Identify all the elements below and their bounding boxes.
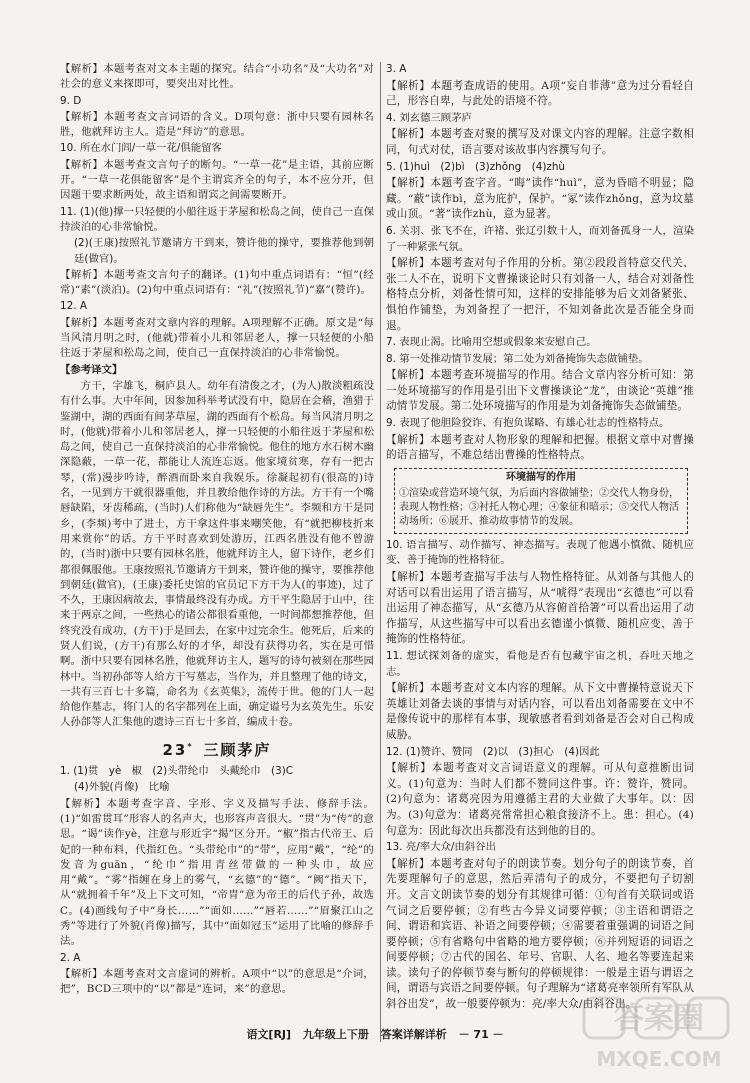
answer-item: 2. A — [60, 951, 81, 964]
tip-box-title: 环境描写的作用 — [506, 471, 576, 483]
left-column — [60, 62, 374, 999]
footer-page-number: － 71 － — [458, 1028, 504, 1041]
analysis-item: 【解析】本题考查文言词语的含义。D项句意：浙中只要有园林名胜，他就拜访主人。造是“拜访”的意思。 — [60, 110, 374, 139]
answer-item: 12. (1)赞许、赞同 (2)以 (3)担心 (4)因此 — [386, 745, 600, 758]
answer-item: 11. 想试探刘备的虚实，看他是否有包藏宇宙之机，吞吐天地之志。 — [386, 650, 694, 678]
answer-item: 9. 表现了他胆险狡诈、有抱负谋略、有雄心壮志的性格特点。 — [386, 417, 670, 430]
answer-item: 5. (1)huì (2)bì (3)zhǒng (4)zhù — [386, 160, 566, 173]
answer-item: 9. D — [60, 94, 82, 107]
answer-item: 12. A — [60, 300, 87, 313]
column-divider — [380, 62, 381, 1042]
analysis-item: 【解析】本题考查对文本内容的理解。从下文中曹操特意说天下英雄让刘备去谈的事情与对话内容，可以看出刘备需要在文中不是像传说中的那样有本事，现敏感者看到刘备是否会对自己构成威胁。 — [386, 682, 694, 741]
analysis-item: 【解析】本题考查成语的使用。A项“妄自菲薄”意为过分看轻自己，形容自卑，与此处的语境不符。 — [386, 79, 694, 108]
analysis-item: 【解析】本题考查对聚的撰写及对课文内容的理解。注意字数相同，句式对仗，语言要对该故事内容撰写句子。 — [386, 128, 694, 156]
analysis-item: 【解析】本题考查对人物形象的理解和把握。根据文章中对曹操的语言描写，不难总结出曹操的性格特点。 — [386, 433, 694, 462]
tip-box-line: ①渲染或营造环境气氛，为后面内容做铺垫；②交代人物身份，表现人物性格；③衬托人物心理；④象征和暗示；⑤交代人物活动场所；⑥展开、推动故事情节的发展。 — [399, 487, 679, 527]
section-number: 23 — [162, 740, 188, 759]
section-title — [60, 739, 374, 758]
answer-item: (2)(王康)按照礼节邀请方干到来，赞许他的操守，要推荐他到朝廷(做官)。 — [74, 237, 374, 265]
analysis-item: 【解析】本题考查对文本主题的探究。结合“小功名”及“大功名”对社会的意义来探即可，要突出对比性。 — [60, 63, 374, 91]
watermark-text-cn: 答案圈 — [614, 1001, 704, 1036]
watermark-logo — [578, 992, 740, 1078]
analysis-item: 【解析】本题考查对句子作用的分析。第②段段首特意交代关、张二人不在，说明下文曹操谈论时只有刘备一人，结合对刘备性格特点分析，刘备性情可知，这样的安排能够为后文刘备紧张、惧怕作铺垫，为刘备捏了一把汗，不知刘备此次是否能全身而退。 — [386, 257, 694, 332]
analysis-item: 【解析】本题考查对文言虚词的辨析。A项中“以”的意思是“介词，把”，BCD三项中的“以”都是“连词，来”的意思。 — [60, 967, 374, 996]
footer-grade: 九年级上下册 — [302, 1028, 369, 1041]
analysis-item: 【解析】本题考查环境描写的作用。结合文章内容分析可知：第一处环境描写的作用是引出下文曹操谈论“龙”，由谈论“英雄”推动情节发展。第二处环境描写的作用是为刘备掩饰失态做铺垫。 — [386, 369, 694, 413]
answer-item: 4. 刘玄德三顾茅庐 — [386, 111, 472, 124]
analysis-item: 【解析】本题考查字音、字形、字义及描写手法、修辞手法。(1)“如雷贯耳”形容人的名声大，也形容声音很大。“贯”为“传”的意思。“谒”读作yè，注意与形近字“揭”区分开。“椒”指古代帝王、后妃的一种布料，代指红色。“头带纶巾”的“带”，应用“戴”，“纶”的发音为guān，“纶巾”指用青丝带做的一种头巾，故应用“戴”。“雾”指缠在身上的雾气，“玄德”的“德”。“阙”指天下，从“就拥着千年”及上下文可知，“帝胄”意为帝王的后代子孙，故选C。(4)画线句子中“身长……”“面如……”“唇若……”“眉聚江山之秀”等进行了外貌(肖像)描写，其中“面如冠玉”运用了比喻的修辞手法。 — [60, 797, 374, 948]
analysis-item: 【解析】本题考查对文言词语意义的理解。可从句意推断出词义。(1)句意为：当时人们都不赞同这件事。许：赞许，赞同。(2)句意为：诸葛亮因为用遵循主君的大业做了大事年。以：因为。(3)句意为：诸葛亮常常担心粮食接济不上。患：担心。(4)句意为：因此每次出兵都没有达到他的目的。 — [386, 762, 694, 837]
analysis-item: 【解析】本题考查对文章内容的理解。A项理解不正确。原文是“每当风清月明之时，(他就)带着小儿和邻居老人，撑一只轻便的小船往返于茅屋和松岛之间，使自己一直保持淡泊的心非常愉悦。 — [60, 316, 374, 360]
answer-item: 10. 语言描写、动作描写、神态描写。表现了他遇小慎微、随机应变、善于掩饰的性格特征。 — [386, 538, 694, 567]
analysis-item: 【解析】本题考查对句子的朗读节奏。划分句子的朗读节奏，首先要理解句子的意思，然后弄清句子的成分，不要把句子切割开。文言文朗读节奏的划分有其规律可循：①句首有关联词或语气词之后要停顿；②有些古今异义词要停顿；③主语和谓语之间、谓语和宾语、补语之间要停顿；④需要着重强调的词语之间要停顿；⑤有省略句中省略的地方要停顿；⑥并列短语的词语之间要停顿；⑦古代的国名、年号、官职、人名、地名等要连起来读。读句子的停顿节奏与断句的停顿规律：一般是主语与谓语之间，谓语与宾语之间要停顿。句子理解为“诸葛亮率领所有军队从斜谷出发”，故一般要停顿为：亮/率大众/由斜谷出。 — [386, 857, 694, 1011]
right-column — [386, 62, 694, 1014]
section-name: 三顾茅庐 — [203, 740, 272, 759]
answer-item: 10. 所在水门闾/一草一花/俱能留客 — [60, 142, 222, 155]
answer-item: (4)外貌(肖像) 比喻 — [74, 781, 170, 794]
analysis-item: 【解析】本题考查描写手法与人物性格特征。从刘备与其他人的对话可以看出运用了语言描写，从“唬得”表现出“玄德也”可以看出运用了神态描写，从“玄德乃从容俯首拾箸”可以看出运用了动作描写，从这些描写中可以看出玄德谨小慎微、随机应变、善于掩饰的性格特征。 — [386, 571, 694, 646]
answer-item: 3. A — [386, 63, 407, 75]
answer-item: 13. 亮/率大众/由斜谷出 — [386, 841, 496, 854]
watermark-text-url: MXQE.COM — [596, 1047, 722, 1071]
tip-box — [394, 468, 688, 534]
footer-subject: 语文[RJ] — [246, 1028, 292, 1041]
answer-item: 6. 关羽、张飞不在，许褚、张辽引数十人，而刘备孤身一人，渲染了一种紧张气氛。 — [386, 224, 694, 253]
answer-item: 1. (1)贯 yè 椒 (2)头带纶巾 头戴纶巾 (3)C — [60, 765, 294, 778]
translation-paragraph: 方干，字雄飞，桐庐县人。幼年有清俊之才，(为人)散淡粗疏没有什么事。大中年间，因参加科举考试没有中，隐居在会稽，渔猎于鉴湖中，湖的西面有间茅草屋，湖的西面有个松岛。每当风清月明之时，(他就)带着小儿和邻居老人，撑一只轻便的小船往返于茅屋和松岛之间，使自己一直保持淡泊的心非常愉悦。他住的地方水石树木幽深隐蔽，一草一花，都能让人流连忘返。他家境贫寒，存有一把古琴，(常)漫步吟诗，醉酒而卧来自我娱乐。徐凝起初有(很高的)诗名，一见到方干就很器重他，并且教给他作诗的方法。方干有一个嘴唇缺陷，牙齿稀疏，(当时)人们称他为“缺唇先生”。李频和方干是同乡，(李频)考中了进士，方干拿这件事来嘲笑他，有“就把柳枝折来用来赏你”的话。方干平时喜欢到处游历，江西名胜没有他不曾游的，(当时)浙中只要有园林名胜，他就拜访主人，留下诗作，老乡们都很佩服他。王康按照礼节邀请方干到来，赞许他的操守，要推荐他到朝廷(做官)，(王康)委托史馆的官员记下方干为人(的事迹)，过了不久，王康因病故去，事情最终没有办成。方干平生隐居于山中，往来于两京之间，一些热心的诸公都很看重他，一时间都想推荐他，但终究没有成功，(方干)于是回去，在家中过完余生。他死后，后来的贤人们说，(方干)有那么好的才华，却没有获得功名，实在是可惜啊。浙中只要有园林名胜，他就拜访主人，题写的诗句被刻在那些园林中。当初孙郃等人给方干写墓志，当作为，并且整理了他的诗文，一共有三百七十多篇，命名为《玄英集》，流传于世。他的门人一起给他作墓志，将门人的名字都列在上面，确定谥号为玄英先生。乐安人孙郃等人汇集他的遗诗三百七十多首，编成十卷。 — [60, 379, 374, 729]
section-mark: * — [187, 741, 194, 751]
answer-item: 7. 表现止渴。比喻用空想或假象来安慰自己。 — [386, 336, 597, 349]
analysis-item: 【解析】本题考查文言句子的断句。“一草一花”是主语，其前应断开。“一草一花俱能留客”是个主谓宾齐全的句子，本不应分开，但因题干要求断两处，故主语和谓宾之间需要断开。 — [60, 158, 374, 202]
answer-item: 11. (1)(他)撑一只轻便的小船往返于茅屋和松岛之间，使自己一直保持淡泊的心非常愉悦。 — [60, 205, 374, 233]
reference-heading: 【参考译文】 — [60, 363, 123, 376]
analysis-item: 【解析】本题考查文言句子的翻译。(1)句中重点词语有：“恒”(经常)“素”(淡泊)。(2)句中重点词语有：“礼”(按照礼节)“嘉”(赞许)。 — [60, 268, 374, 297]
analysis-item: 【解析】本题考查字音。“晦”读作“huì”，意为昏暗不明显；隐藏。“蔽”读作bì，意为庇护，保护。“冢”读作zhǒng，意为坟墓或山顶。“著”读作zhù，意为显著。 — [386, 177, 694, 221]
answer-item: 8. 第一处推动情节发展；第二处为刘备掩饰失态做铺垫。 — [386, 352, 649, 365]
footer-label: 答案详解详析 — [380, 1028, 447, 1041]
